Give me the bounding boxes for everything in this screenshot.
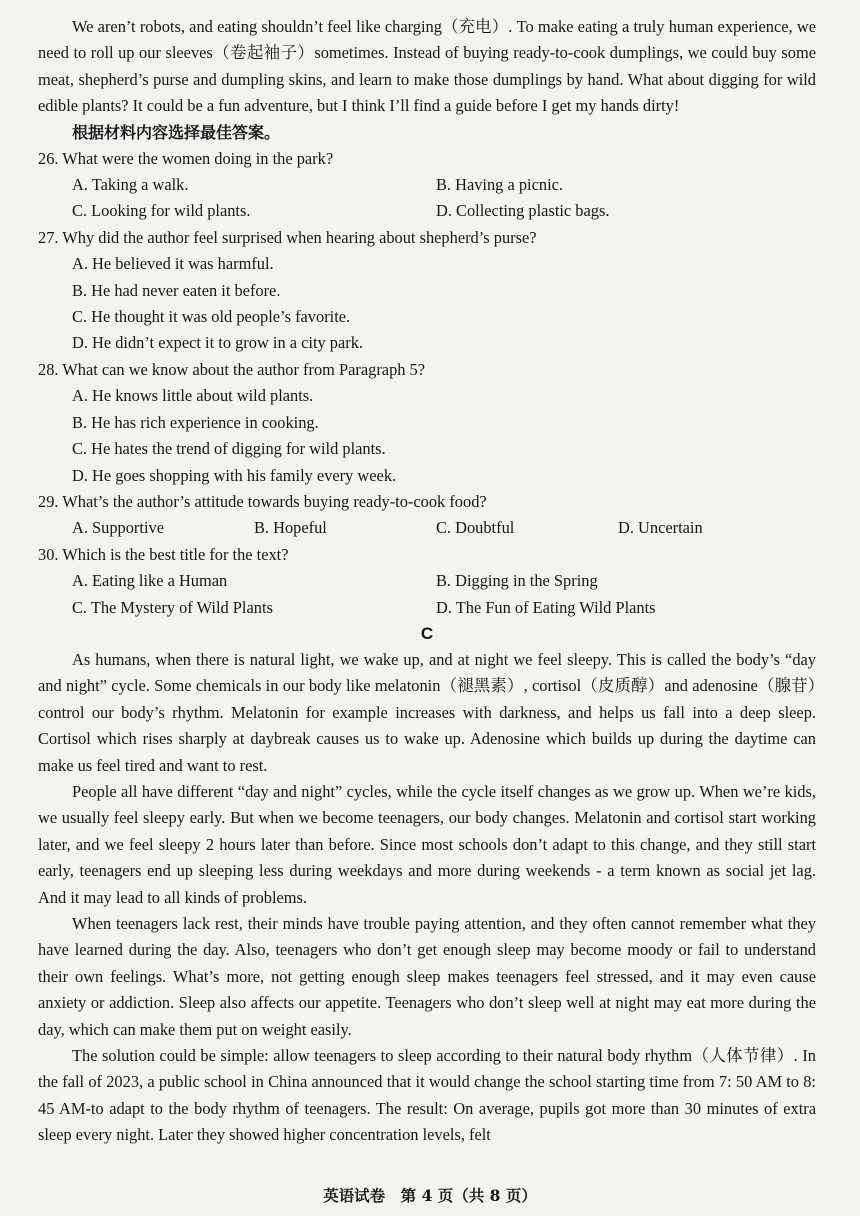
option-b: B. Having a picnic.: [436, 175, 563, 195]
option-c: C. Looking for wild plants.: [72, 201, 251, 221]
passage-c-paragraph-2: People all have different “day and night” cycles, while the cycle itself changes as we grow up. When we’re kids, we usually feel sleepy early. But when we become teenagers, our body changes. Melatonin and cortisol start working later, and we feel sleepy 2 hours later than before. Since most schools don’t adapt to this change, and they still start early, teenagers end up sleeping less during weekdays and more during weekends - a term known as social jet lag. And it may lead to all kinds of problems.: [38, 781, 816, 907]
option-c: C. He hates the trend of digging for wild plants.: [72, 439, 386, 459]
option-b: B. He had never eaten it before.: [72, 280, 281, 300]
option-c: C. The Mystery of Wild Plants: [72, 597, 273, 617]
question-stem: 29. What’s the author’s attitude towards buying ready-to-cook food?: [38, 491, 487, 511]
option-c: C. Doubtful: [436, 518, 515, 538]
instruction: 根据材料内容选择最佳答案。: [72, 122, 281, 142]
option-b: B. Hopeful: [254, 518, 327, 538]
passage-c-paragraph-3: When teenagers lack rest, their minds have trouble paying attention, and they often cannot remember what they have learned during the day. Also, teenagers who don’t get enough sleep may become moody or fail to understand their own feelings. What’s more, not getting enough sleep makes teenagers feel stressed, and it may even cause anxiety or addiction. Sleep also affects our appetite. Teenagers who don’t sleep well at night may eat more during the day, which can make them put on weight easily.: [38, 914, 816, 1039]
section-heading: C: [420, 623, 434, 643]
option-a: A. Taking a walk.: [72, 175, 189, 195]
question-stem: 30. Which is the best title for the text?: [38, 544, 289, 564]
option-a: A. He knows little about wild plants.: [72, 386, 314, 406]
option-a: A. Supportive: [72, 518, 164, 538]
option-b: B. Digging in the Spring: [436, 571, 598, 591]
question-27: [38, 225, 816, 357]
question-29: [38, 489, 816, 542]
option-a: A. Eating like a Human: [72, 571, 228, 591]
page-footer: 英语试卷 第 4 页（共 8 页）: [323, 1186, 537, 1205]
option-d: D. He didn’t expect it to grow in a city park.: [72, 333, 364, 353]
question-stem: 26. What were the women doing in the park?: [38, 148, 334, 168]
question-26: [38, 146, 816, 225]
option-c: C. He thought it was old people’s favorite.: [72, 307, 351, 327]
question-28: [38, 357, 816, 489]
option-b: B. He has rich experience in cooking.: [72, 412, 319, 432]
question-stem: 28. What can we know about the author from Paragraph 5?: [38, 359, 426, 379]
option-d: D. Collecting plastic bags.: [436, 201, 610, 221]
option-d: D. The Fun of Eating Wild Plants: [436, 597, 656, 617]
question-30: [38, 542, 816, 621]
question-stem: 27. Why did the author feel surprised when hearing about shepherd’s purse?: [38, 227, 537, 247]
option-a: A. He believed it was harmful.: [72, 254, 274, 274]
option-d: D. Uncertain: [618, 518, 703, 538]
option-d: D. He goes shopping with his family every week.: [72, 465, 397, 485]
passage-c-paragraph-1: As humans, when there is natural light, we wake up, and at night we feel sleepy. This is called the body’s “day and night” cycle. Some chemicals in our body like melatonin（褪黑素）, cortisol（皮质醇）and adenosine（腺苷）control our body’s rhythm. Melatonin for example increases with darkness, and helps us fall into a deep sleep. Cortisol which rises sharply at daybreak causes us to wake up. Adenosine which builds up during the daytime can make us feel tired and want to rest.: [38, 649, 816, 775]
passage-c-paragraph-4: The solution could be simple: allow teenagers to sleep according to their natural body rhythm（人体节律）. In the fall of 2023, a public school in China announced that it would change the school starting time from 7: 50 AM to 8: 45 AM-to adapt to the body rhythm of teenagers. The result: On average, pupils got more than 30 minutes of extra sleep every night. Later they showed higher concentration levels, felt: [38, 1046, 816, 1145]
passage-b-final-paragraph: We aren’t robots, and eating shouldn’t feel like charging（充电）. To make eating a truly human experience, we need to roll up our sleeves（卷起袖子）sometimes. Instead of buying ready-to-cook dumplings, we could buy some meat, shepherd’s purse and dumpling skins, and learn to make those dumplings by hand. What about digging for wild edible plants? It could be a fun adventure, but I think I’ll find a guide before I get my hands dirty!: [38, 17, 816, 116]
